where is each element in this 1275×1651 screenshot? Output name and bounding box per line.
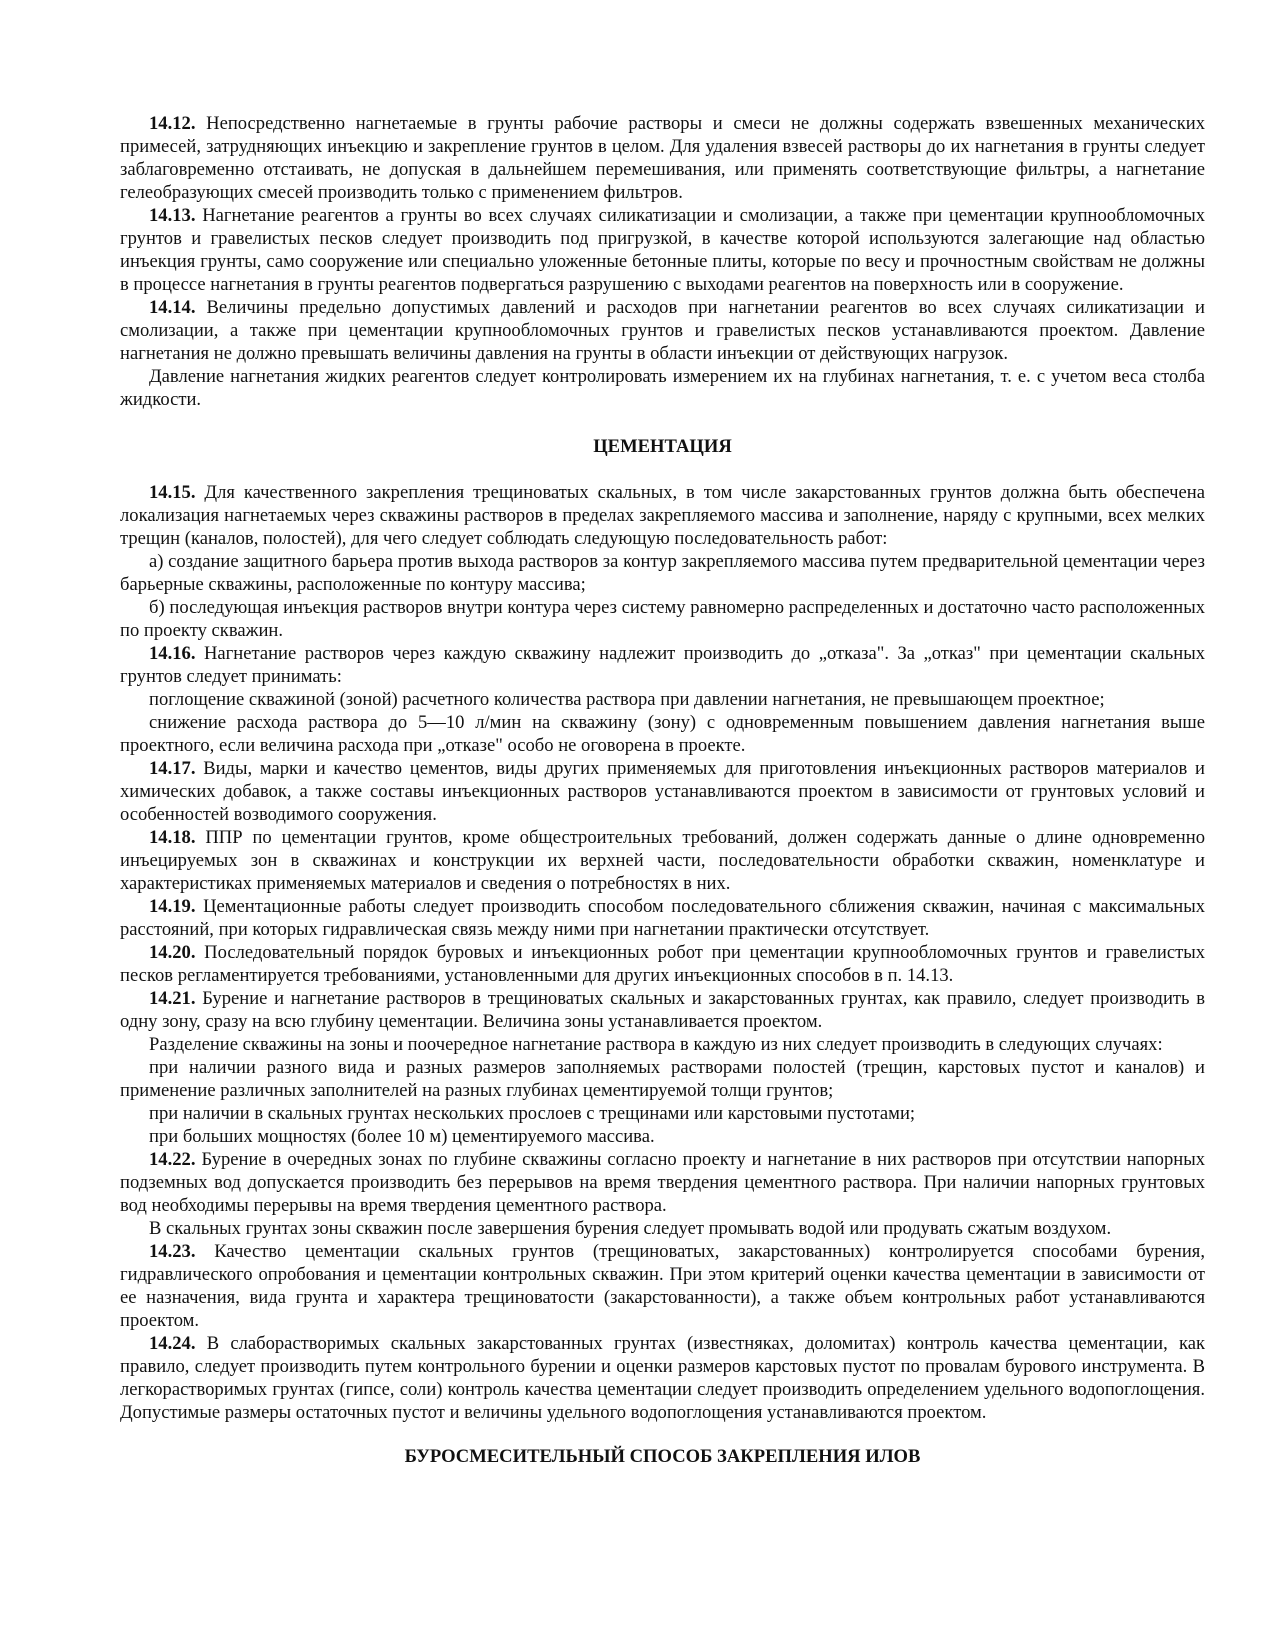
- paragraph-14-18: [120, 826, 1205, 895]
- paragraph-text: Последовательный порядок буровых и инъекционных робот при цементации крупнообломочных грунтов и гравелистых песков регламентируется требованиями, установленными для других инъекционных способов в п. 14.13.: [120, 942, 1205, 986]
- clause-number: 14.16.: [149, 643, 196, 664]
- clause-number: 14.14.: [149, 297, 196, 318]
- paragraph-text: при больших мощностях (более 10 м) цементируемого массива.: [149, 1126, 655, 1147]
- paragraph-text: Для качественного закрепления трещиноватых скальных, в том числе закарстованных грунтов должна быть обеспечена локализация нагнетаемых через скважины растворов в пределах закрепляемого массива и заполнение, наряду с крупными, всех мелких трещин (каналов, полостей), для чего следует соблюдать следующую последовательность работ:: [120, 482, 1205, 549]
- paragraph-text: Нагнетание реагентов а грунты во всех случаях силикатизации и смолизации, а также при цементации крупнообломочных грунтов и гравелистых песков следует производить под пригрузкой, в качестве которой используются залегающие над областью инъекция грунты, само сооружение или специально уложенные бетонные плиты, которые по весу и прочностным свойствам не должны в процессе нагнетания в грунты реагентов подвергаться разрушению с выходами реагентов на поверхность или в сооружение.: [120, 205, 1205, 295]
- clause-number: 14.21.: [149, 988, 196, 1009]
- paragraph-text: Бурение и нагнетание растворов в трещиноватых скальных и закарстованных грунтах, как правило, следует производить в одну зону, сразу на всю глубину цементации. Величина зоны устанавливается проектом.: [120, 988, 1205, 1032]
- document-page: [120, 112, 1205, 1468]
- clause-number: 14.19.: [149, 896, 196, 917]
- paragraph-14-20: [120, 941, 1205, 987]
- paragraph-14-16-item-1: [120, 688, 1205, 711]
- clause-number: 14.22.: [149, 1149, 196, 1170]
- clause-number: 14.13.: [149, 205, 196, 226]
- list-item-a: [120, 550, 1205, 596]
- paragraph-text: В скальных грунтах зоны скважин после завершения бурения следует промывать водой или продувать сжатым воздухом.: [149, 1218, 1112, 1239]
- paragraph-14-12: [120, 112, 1205, 204]
- paragraph-text: Качество цементации скальных грунтов (трещиноватых, закарстованных) контролируется способами бурения, гидравлического опробования и цементации контрольных скважин. При этом критерий оценки качества цементации в зависимости от ее назначения, вида грунта и характера трещиноватости (закарстованности), а также объем контрольных работ устанавливаются проектом.: [120, 1241, 1205, 1331]
- paragraph-text: б) последующая инъекция растворов внутри контура через систему равномерно распределенных и достаточно часто расположенных по проекту скважин.: [120, 597, 1205, 641]
- paragraph-text: поглощение скважиной (зоной) расчетного количества раствора при давлении нагнетания, не превышающем проектное;: [149, 689, 1105, 710]
- clause-number: 14.20.: [149, 942, 196, 963]
- paragraph-14-23: [120, 1240, 1205, 1332]
- paragraph-14-16-item-2: [120, 711, 1205, 757]
- paragraph-text: снижение расхода раствора до 5—10 л/мин на скважину (зону) с одновременным повышением давления нагнетания выше проектного, если величина расхода при „отказе" особо не оговорена в проекте.: [120, 712, 1205, 756]
- paragraph-text: Виды, марки и качество цементов, виды других применяемых для приготовления инъекционных растворов материалов и химических добавок, а также составы инъекционных растворов устанавливаются проектом в зависимости от грунтовых условий и особенностей возводимого сооружения.: [120, 758, 1205, 825]
- clause-number: 14.12.: [149, 113, 196, 134]
- clause-number: 14.23.: [149, 1241, 196, 1262]
- paragraph-14-14-continued: [120, 365, 1205, 411]
- paragraph-14-19: [120, 895, 1205, 941]
- section-heading-cementation: ЦЕМЕНТАЦИЯ: [593, 436, 732, 457]
- paragraph-text: а) создание защитного барьера против выхода растворов за контур закрепляемого массива путем предварительной цементации через барьерные скважины, расположенные по контуру массива;: [120, 551, 1205, 595]
- list-item-b: [120, 596, 1205, 642]
- paragraph-text: Нагнетание растворов через каждую скважину надлежит производить до „отказа". За „отказ" при цементации скальных грунтов следует принимать:: [120, 643, 1205, 687]
- paragraph-text: Цементационные работы следует производить способом последовательного сближения скважин, начиная с максимальных расстояний, при которых гидравлическая связь между ними при нагнетании практически отсутствует.: [120, 896, 1205, 940]
- clause-number: 14.17.: [149, 758, 196, 779]
- paragraph-14-17: [120, 757, 1205, 826]
- paragraph-14-21-zones: [120, 1033, 1205, 1056]
- clause-number: 14.15.: [149, 482, 196, 503]
- clause-number: 14.24.: [149, 1333, 196, 1354]
- section-heading-silt-mixing: БУРОСМЕСИТЕЛЬНЫЙ СПОСОБ ЗАКРЕПЛЕНИЯ ИЛОВ: [404, 1446, 921, 1467]
- paragraph-text: Разделение скважины на зоны и поочередное нагнетание раствора в каждую из них следует производить в следующих случаях:: [149, 1034, 1163, 1055]
- paragraph-14-22: [120, 1148, 1205, 1217]
- paragraph-14-22-continued: [120, 1217, 1205, 1240]
- paragraph-text: Непосредственно нагнетаемые в грунты рабочие растворы и смеси не должны содержать взвешенных механических примесей, затрудняющих инъекцию и закрепление грунтов в целом. Для удаления взвесей растворы до их нагнетания в грунты следует заблаговременно отстаивать, не допуская в дальнейшем перемешивания, или применять соответствующие фильтры, а нагнетание гелеобразующих смесей производить только с применением фильтров.: [120, 113, 1205, 203]
- paragraph-text: Давление нагнетания жидких реагентов следует контролировать измерением их на глубинах нагнетания, т. е. с учетом веса столба жидкости.: [120, 366, 1205, 410]
- paragraph-14-13: [120, 204, 1205, 296]
- paragraph-text: В слаборастворимых скальных закарстованных грунтах (известняках, доломитах) контроль качества цементации, как правило, следует производить путем контрольного бурении и оценки размеров карстовых пустот по провалам бурового инструмента. В легкорастворимых грунтах (гипсе, соли) контроль качества цементации следует производить определением удельного водопоглощения. Допустимые размеры остаточных пустот и величины удельного водопоглощения устанавливаются проектом.: [120, 1333, 1205, 1423]
- paragraph-text: Бурение в очередных зонах по глубине скважины согласно проекту и нагнетание в них растворов при отсутствии напорных подземных вод допускается производить без перерывов на время твердения цементного раствора. При наличии напорных грунтовых вод необходимы перерывы на время твердения цементного раствора.: [120, 1149, 1205, 1216]
- paragraph-14-21-case-2: [120, 1102, 1205, 1125]
- paragraph-text: Величины предельно допустимых давлений и расходов при нагнетании реагентов во всех случаях силикатизации и смолизации, а также при цементации крупнообломочных грунтов и гравелистых песков устанавливаются проектом. Давление нагнетания не должно превышать величины давления на грунты в области инъекции от действующих нагрузок.: [120, 297, 1205, 364]
- paragraph-14-21: [120, 987, 1205, 1033]
- paragraph-14-14: [120, 296, 1205, 365]
- paragraph-14-21-case-3: [120, 1125, 1205, 1148]
- paragraph-14-24: [120, 1332, 1205, 1424]
- paragraph-14-15: [120, 481, 1205, 550]
- paragraph-text: ППР по цементации грунтов, кроме общестроительных требований, должен содержать данные о длине одновременно инъецируемых зон в скважинах и конструкции их верхней части, последовательности обработки скважин, номенклатуре и характеристиках применяемых материалов и сведения о потребностях в них.: [120, 827, 1205, 894]
- clause-number: 14.18.: [149, 827, 196, 848]
- paragraph-text: при наличии разного вида и разных размеров заполняемых растворами полостей (трещин, карстовых пустот и каналов) и применение различных заполнителей на разных глубинах цементируемой толщи грунтов;: [120, 1057, 1205, 1101]
- paragraph-14-16: [120, 642, 1205, 688]
- paragraph-text: при наличии в скальных грунтах нескольких прослоев с трещинами или карстовыми пустотами;: [149, 1103, 916, 1124]
- paragraph-14-21-case-1: [120, 1056, 1205, 1102]
